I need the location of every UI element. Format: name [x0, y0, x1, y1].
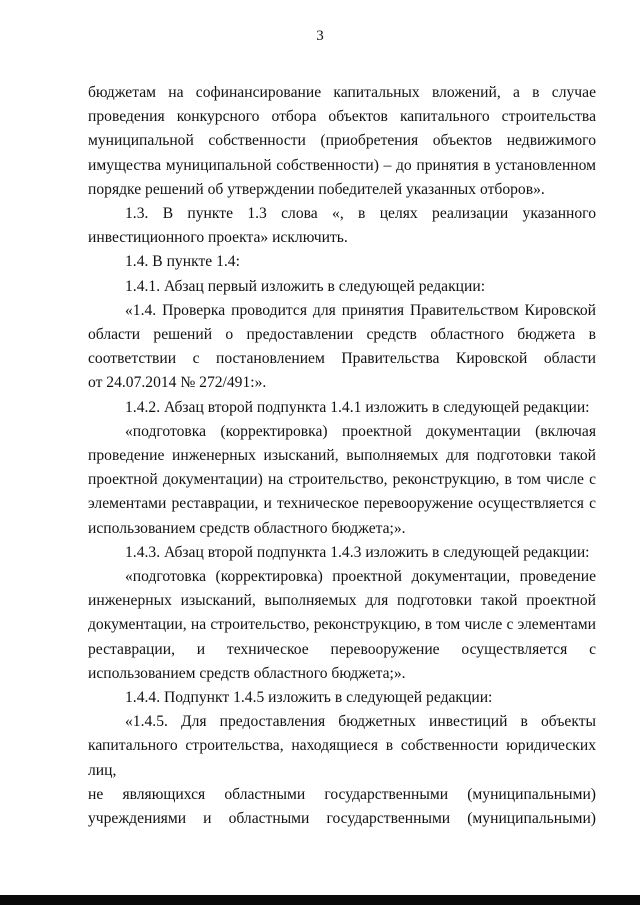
- text-line: 1.4.1. Абзац первый изложить в следующей редакции:: [125, 277, 486, 295]
- text-line: использованием средств областного бюджета;».: [88, 519, 406, 537]
- text-line: элементами реставрации, и техническое перевооружение осуществляется с: [88, 495, 596, 513]
- text-line: использованием средств областного бюджета;».: [88, 664, 406, 682]
- text-line: инвестиционного проекта» исключить.: [88, 229, 348, 247]
- text-line: муниципальной собственности (приобретения объектов недвижимого: [88, 132, 596, 150]
- text-line: «1.4. Проверка проводится для принятия Правительством Кировской: [125, 301, 596, 319]
- text-line: документации, на строительство, реконструкцию, в том числе с элементами: [88, 616, 596, 634]
- text-line: 1.3. В пункте 1.3 слова «, в целях реализации указанного: [125, 205, 596, 223]
- text-line: «подготовка (корректировка) проектной документации, проведение: [125, 568, 596, 586]
- text-line: бюджетам на софинансирование капитальных вложений, а в случае: [88, 84, 596, 101]
- document-body: [88, 81, 596, 831]
- text-line: учреждениями и областными государственными (муниципальными): [88, 810, 596, 828]
- text-line: имущества муниципальной собственности) – до принятия в установленном: [88, 156, 596, 174]
- text-line: не являющихся областными государственными (муниципальными): [88, 785, 596, 803]
- scan-bottom-edge: [0, 895, 640, 905]
- text-line: от 24.07.2014 № 272/491:».: [88, 374, 267, 392]
- text-line: 1.4.3. Абзац второй подпункта 1.4.3 изложить в следующей редакции:: [125, 543, 590, 561]
- page-number: 3: [316, 28, 324, 44]
- text-line: реставрации, и техническое перевооружение осуществляется с: [88, 640, 596, 658]
- text-line: соответствии с постановлением Правительства Кировской области: [88, 350, 596, 368]
- text-line: инженерных изысканий, выполняемых для подготовки такой проектной: [88, 592, 596, 610]
- text-line: «1.4.5. Для предоставления бюджетных инвестиций в объекты: [125, 713, 596, 731]
- text-line: проведения конкурсного отбора объектов капитального строительства: [88, 108, 596, 126]
- text-line: «подготовка (корректировка) проектной документации (включая: [125, 422, 596, 440]
- text-line: 1.4.2. Абзац второй подпункта 1.4.1 изложить в следующей редакции:: [125, 398, 590, 416]
- text-line: проведение инженерных изысканий, выполняемых для подготовки такой: [88, 447, 596, 465]
- text-line: 1.4. В пункте 1.4:: [125, 253, 240, 271]
- text-line: капитального строительства, находящиеся в собственности юридических лиц,: [88, 737, 596, 779]
- text-line: 1.4.4. Подпункт 1.4.5 изложить в следующей редакции:: [125, 689, 493, 707]
- text-line: проектной документации) на строительство, реконструкцию, в том числе с: [88, 471, 596, 489]
- text-line: области решений о предоставлении средств областного бюджета в: [88, 326, 596, 344]
- text-line: порядке решений об утверждении победителей указанных отборов».: [88, 180, 545, 198]
